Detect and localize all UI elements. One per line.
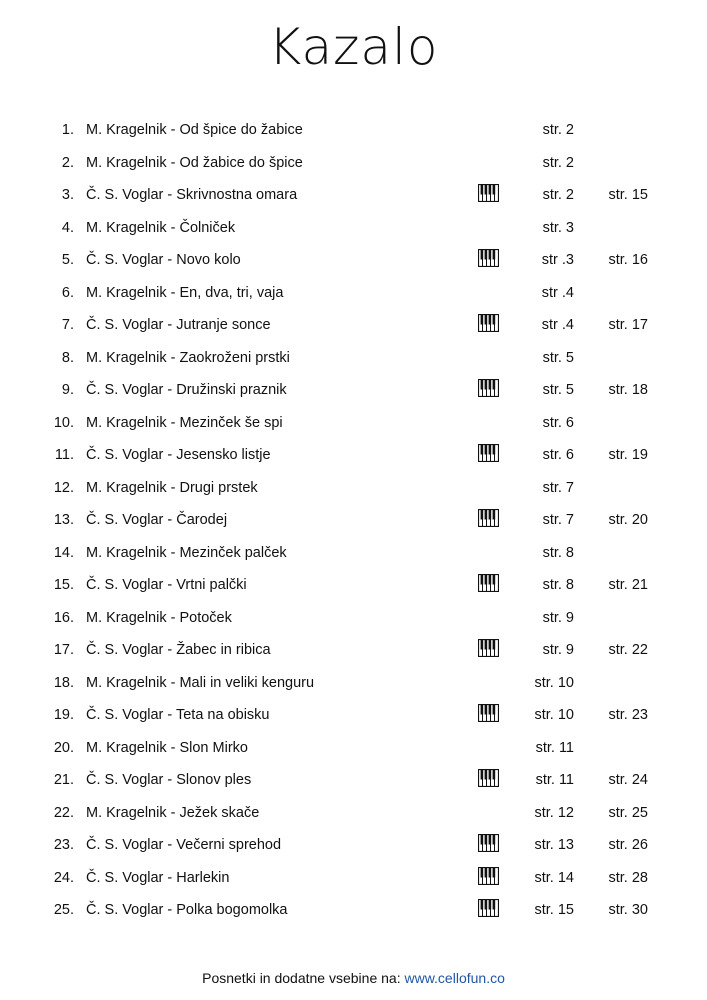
page-reference: str. 6 bbox=[542, 447, 574, 463]
entry-number: 13. bbox=[53, 512, 74, 528]
page-reference: str. 12 bbox=[534, 804, 574, 821]
piano-keyboard-icon bbox=[478, 184, 499, 202]
page-reference: str. 9 bbox=[542, 642, 574, 658]
entry-title: Č. S. Voglar - Večerni sprehod bbox=[86, 837, 282, 853]
table-row bbox=[0, 569, 707, 602]
entry-number: 20. bbox=[53, 739, 74, 756]
entry-number: 15. bbox=[53, 577, 74, 593]
entry-number: 9. bbox=[61, 382, 74, 398]
piano-keyboard-icon bbox=[478, 314, 499, 332]
page-reference: str. 5 bbox=[542, 382, 574, 398]
entry-number: 8. bbox=[61, 349, 74, 366]
piano-keyboard-icon bbox=[478, 834, 499, 852]
entry-number: 16. bbox=[53, 609, 74, 626]
entry-number: 22. bbox=[53, 804, 74, 821]
entry-title: M. Kragelnik - Potoček bbox=[86, 609, 232, 626]
piano-keyboard-icon bbox=[478, 444, 499, 462]
page-reference: str. 5 bbox=[542, 349, 574, 366]
piano-keyboard-icon bbox=[478, 509, 499, 527]
entry-number: 3. bbox=[61, 187, 74, 203]
entry-title: M. Kragelnik - Od žabice do špice bbox=[86, 154, 303, 171]
page-reference: str. 8 bbox=[542, 544, 574, 561]
accompaniment-page-reference: str. 21 bbox=[608, 577, 648, 593]
table-row bbox=[0, 309, 707, 342]
table-row bbox=[0, 472, 707, 505]
entry-title: M. Kragelnik - Mezinček palček bbox=[86, 544, 287, 561]
table-row bbox=[0, 602, 707, 635]
piano-keyboard-icon bbox=[478, 769, 499, 787]
footer-text: Posnetki in dodatne vsebine na: bbox=[202, 970, 405, 986]
entry-title: M. Kragelnik - Mali in veliki kenguru bbox=[86, 674, 315, 691]
piano-keyboard-icon bbox=[478, 867, 499, 885]
table-row bbox=[0, 212, 707, 245]
table-row bbox=[0, 147, 707, 180]
accompaniment-page-reference: str. 24 bbox=[608, 772, 648, 788]
entry-number: 21. bbox=[53, 772, 74, 788]
entry-number: 2. bbox=[61, 154, 74, 171]
entry-number: 24. bbox=[53, 869, 74, 886]
table-row bbox=[0, 634, 707, 667]
entry-title: Č. S. Voglar - Harlekin bbox=[86, 869, 230, 886]
entry-title: Č. S. Voglar - Jutranje sonce bbox=[86, 317, 271, 333]
page-reference: str. 7 bbox=[542, 512, 574, 528]
piano-keyboard-icon bbox=[478, 899, 499, 917]
accompaniment-page-reference: str. 30 bbox=[608, 902, 648, 918]
entry-title: Č. S. Voglar - Čarodej bbox=[86, 512, 228, 528]
entry-title: M. Kragelnik - Ježek skače bbox=[86, 804, 260, 821]
table-row bbox=[0, 667, 707, 700]
entry-title: Č. S. Voglar - Družinski praznik bbox=[86, 382, 287, 398]
table-row bbox=[0, 374, 707, 407]
table-row bbox=[0, 862, 707, 895]
entry-title: M. Kragelnik - Slon Mirko bbox=[86, 739, 248, 756]
accompaniment-page-reference: str. 17 bbox=[608, 317, 648, 333]
accompaniment-page-reference: str. 22 bbox=[608, 642, 648, 658]
table-row bbox=[0, 244, 707, 277]
table-row bbox=[0, 732, 707, 765]
piano-keyboard-icon bbox=[478, 379, 499, 397]
entry-title: M. Kragelnik - Čolniček bbox=[86, 219, 236, 236]
table-row bbox=[0, 439, 707, 472]
page-title: Kazalo bbox=[268, 18, 439, 76]
table-row bbox=[0, 504, 707, 537]
table-row bbox=[0, 179, 707, 212]
table-row bbox=[0, 277, 707, 310]
entry-number: 10. bbox=[53, 414, 74, 431]
accompaniment-page-reference: str. 26 bbox=[608, 837, 648, 853]
page-reference: str. 11 bbox=[535, 739, 574, 756]
entry-title: Č. S. Voglar - Novo kolo bbox=[86, 252, 241, 268]
page-reference: str. 11 bbox=[535, 772, 574, 788]
page-reference: str. 2 bbox=[542, 122, 574, 138]
accompaniment-page-reference: str. 23 bbox=[608, 707, 648, 723]
entry-title: M. Kragelnik - Drugi prstek bbox=[86, 479, 258, 496]
entry-number: 1. bbox=[61, 122, 74, 138]
page-reference: str. 2 bbox=[542, 154, 574, 171]
table-row bbox=[0, 342, 707, 375]
page-reference: str. 3 bbox=[542, 219, 574, 236]
page-reference: str. 2 bbox=[542, 187, 574, 203]
entry-title: M. Kragelnik - En, dva, tri, vaja bbox=[86, 284, 284, 301]
accompaniment-page-reference: str. 28 bbox=[608, 869, 648, 886]
table-row bbox=[0, 114, 707, 147]
piano-keyboard-icon bbox=[478, 704, 499, 722]
page-reference: str. 15 bbox=[534, 902, 574, 918]
entry-number: 19. bbox=[53, 707, 74, 723]
entry-number: 14. bbox=[53, 544, 74, 561]
entry-title: Č. S. Voglar - Jesensko listje bbox=[86, 447, 271, 463]
page-reference: str .3 bbox=[541, 252, 574, 268]
table-row bbox=[0, 797, 707, 830]
entry-title: M. Kragelnik - Od špice do žabice bbox=[86, 122, 303, 138]
entry-title: Č. S. Voglar - Žabec in ribica bbox=[86, 642, 271, 658]
entry-title: M. Kragelnik - Mezinček še spi bbox=[86, 414, 283, 431]
table-row bbox=[0, 407, 707, 440]
page-reference: str. 9 bbox=[542, 609, 574, 626]
table-row bbox=[0, 764, 707, 797]
page-reference: str .4 bbox=[541, 317, 574, 333]
piano-keyboard-icon bbox=[478, 639, 499, 657]
accompaniment-page-reference: str. 20 bbox=[608, 512, 648, 528]
accompaniment-page-reference: str. 18 bbox=[608, 382, 648, 398]
page-reference: str. 13 bbox=[534, 837, 574, 853]
piano-keyboard-icon bbox=[478, 249, 499, 267]
entry-number: 5. bbox=[61, 252, 74, 268]
entry-number: 7. bbox=[61, 317, 74, 333]
page-reference: str. 8 bbox=[542, 577, 574, 593]
accompaniment-page-reference: str. 16 bbox=[608, 252, 648, 268]
entry-number: 12. bbox=[53, 479, 74, 496]
entry-title: Č. S. Voglar - Teta na obisku bbox=[86, 707, 270, 723]
entry-number: 25. bbox=[53, 902, 74, 918]
accompaniment-page-reference: str. 25 bbox=[608, 804, 648, 821]
table-row bbox=[0, 829, 707, 862]
table-row bbox=[0, 699, 707, 732]
entry-number: 17. bbox=[53, 642, 74, 658]
entry-title: Č. S. Voglar - Slonov ples bbox=[86, 772, 252, 788]
entry-title: M. Kragelnik - Zaokroženi prstki bbox=[86, 349, 290, 366]
page-reference: str. 6 bbox=[542, 414, 574, 431]
accompaniment-page-reference: str. 15 bbox=[608, 187, 648, 203]
entry-number: 23. bbox=[53, 837, 74, 853]
entry-number: 4. bbox=[61, 219, 74, 236]
page-reference: str. 7 bbox=[542, 479, 574, 496]
entry-number: 18. bbox=[53, 674, 74, 691]
table-row bbox=[0, 894, 707, 927]
accompaniment-page-reference: str. 19 bbox=[608, 447, 648, 463]
page-reference: str. 10 bbox=[534, 674, 574, 691]
page-reference: str. 10 bbox=[534, 707, 574, 723]
table-of-contents bbox=[0, 114, 707, 927]
table-row bbox=[0, 537, 707, 570]
footer-link[interactable]: www.cellofun.co bbox=[404, 970, 505, 986]
piano-keyboard-icon bbox=[478, 574, 499, 592]
entry-number: 6. bbox=[61, 284, 74, 301]
page-reference: str .4 bbox=[541, 284, 574, 301]
entry-title: Č. S. Voglar - Polka bogomolka bbox=[86, 902, 288, 918]
page-reference: str. 14 bbox=[534, 869, 574, 886]
entry-title: Č. S. Voglar - Skrivnostna omara bbox=[86, 187, 298, 203]
footer bbox=[0, 970, 707, 986]
entry-title: Č. S. Voglar - Vrtni palčki bbox=[86, 577, 247, 593]
entry-number: 11. bbox=[54, 447, 74, 463]
